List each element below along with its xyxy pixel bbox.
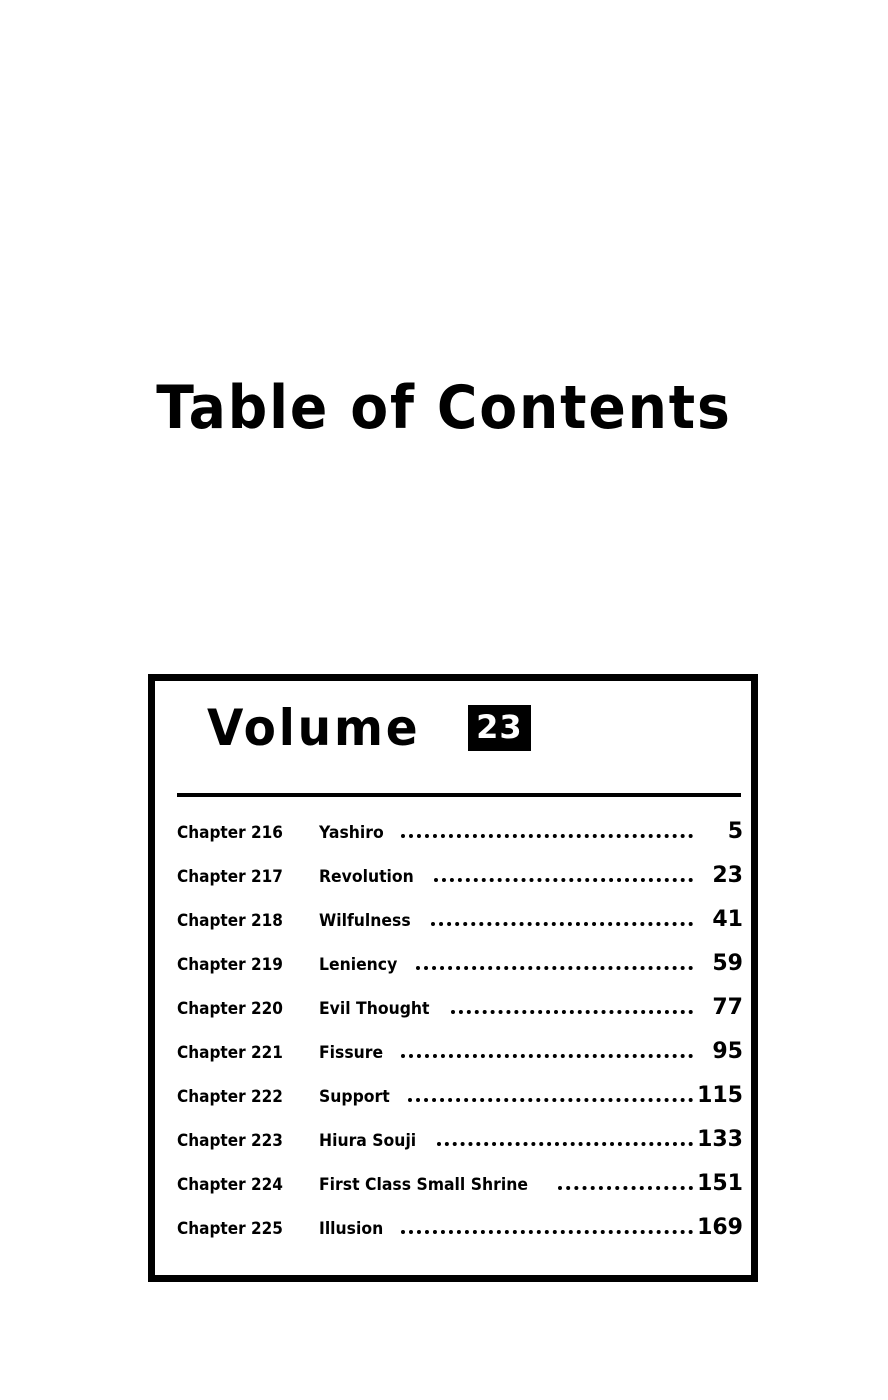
- table-row[interactable]: [177, 907, 743, 951]
- volume-heading: [207, 699, 531, 757]
- leader-dots: [431, 921, 693, 926]
- chapter-list: [177, 819, 743, 1259]
- chapter-title: Revolution: [319, 867, 414, 887]
- chapter-page-number: 59: [712, 951, 743, 976]
- leader-dots: [401, 1229, 693, 1234]
- chapter-number: Chapter 222: [177, 1087, 283, 1107]
- leader-dots: [437, 1141, 693, 1146]
- table-row[interactable]: [177, 1039, 743, 1083]
- chapter-page-number: 41: [712, 907, 743, 932]
- table-row[interactable]: [177, 863, 743, 907]
- chapter-title: Hiura Souji: [319, 1131, 417, 1151]
- table-row[interactable]: [177, 1171, 743, 1215]
- chapter-page-number: 23: [712, 863, 743, 888]
- table-row[interactable]: [177, 1127, 743, 1171]
- leader-dots: [451, 1009, 693, 1014]
- heading-divider: [177, 793, 741, 797]
- chapter-number: Chapter 220: [177, 999, 283, 1019]
- chapter-page-number: 115: [697, 1083, 743, 1108]
- chapter-number: Chapter 225: [177, 1219, 283, 1239]
- chapter-title: Wilfulness: [319, 911, 411, 931]
- page-title: Table of Contents: [156, 373, 732, 444]
- chapter-number: Chapter 224: [177, 1175, 283, 1195]
- table-row[interactable]: [177, 1215, 743, 1259]
- table-row[interactable]: [177, 951, 743, 995]
- table-of-contents-panel: [148, 674, 758, 1282]
- volume-label: Volume: [207, 699, 421, 757]
- leader-dots: [408, 1097, 693, 1102]
- chapter-title: Leniency: [319, 955, 398, 975]
- chapter-title: Evil Thought: [319, 999, 430, 1019]
- chapter-number: Chapter 219: [177, 955, 283, 975]
- leader-dots: [434, 877, 693, 882]
- chapter-page-number: 5: [727, 819, 743, 844]
- leader-dots: [401, 833, 693, 838]
- leader-dots: [558, 1185, 693, 1190]
- chapter-title: First Class Small Shrine: [319, 1175, 528, 1195]
- chapter-page-number: 151: [697, 1171, 743, 1196]
- table-row[interactable]: [177, 819, 743, 863]
- chapter-title: Illusion: [319, 1219, 384, 1239]
- chapter-number: Chapter 223: [177, 1131, 283, 1151]
- table-row[interactable]: [177, 1083, 743, 1127]
- chapter-title: Fissure: [319, 1043, 384, 1063]
- chapter-number: Chapter 221: [177, 1043, 283, 1063]
- chapter-page-number: 77: [712, 995, 743, 1020]
- chapter-page-number: 95: [712, 1039, 743, 1064]
- volume-number-badge: 23: [468, 705, 531, 751]
- chapter-title: Yashiro: [319, 823, 384, 843]
- chapter-number: Chapter 218: [177, 911, 283, 931]
- leader-dots: [401, 1053, 693, 1058]
- chapter-page-number: 133: [697, 1127, 743, 1152]
- chapter-number: Chapter 216: [177, 823, 283, 843]
- chapter-number: Chapter 217: [177, 867, 283, 887]
- table-row[interactable]: [177, 995, 743, 1039]
- leader-dots: [416, 965, 693, 970]
- chapter-title: Support: [319, 1087, 390, 1107]
- chapter-page-number: 169: [697, 1215, 743, 1240]
